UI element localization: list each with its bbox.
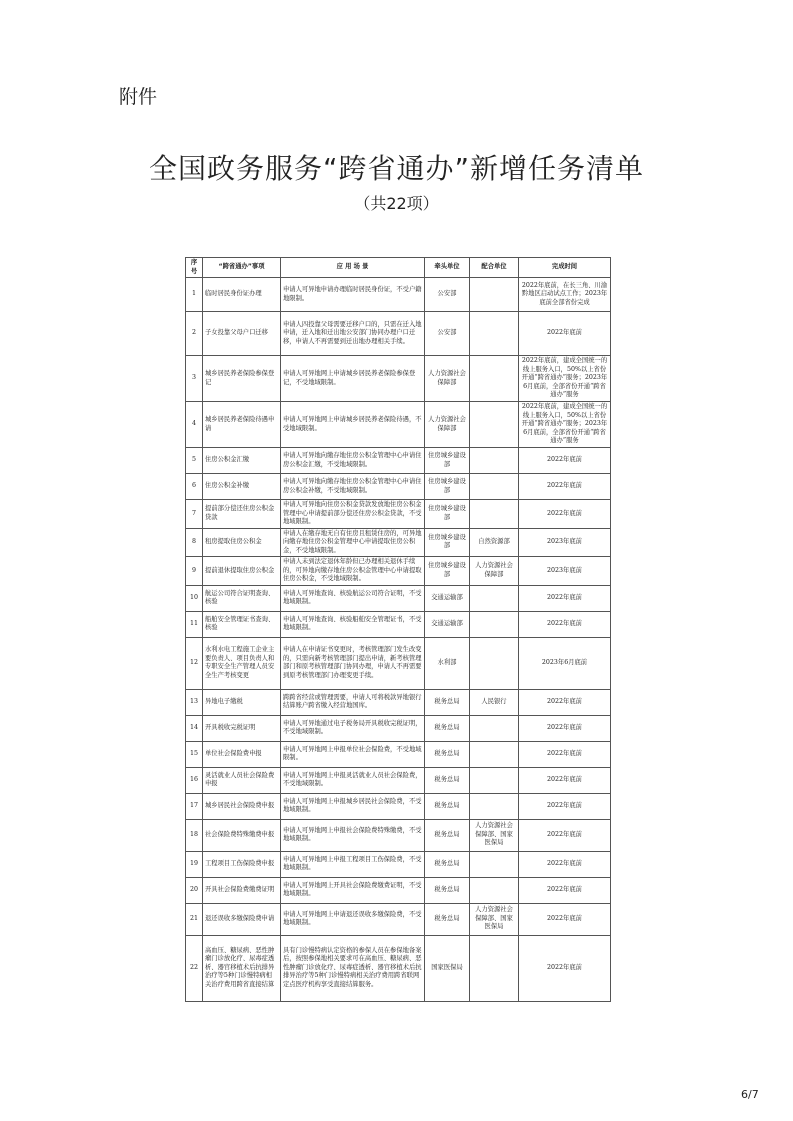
table-row: [186, 500, 611, 529]
row-item: 提前退休提取住房公积金: [203, 557, 281, 586]
row-index: 13: [186, 689, 203, 715]
row-lead-dept: 税务总局: [425, 689, 470, 715]
row-coop-dept: [470, 877, 519, 903]
row-deadline: 2022年底前: [519, 500, 611, 529]
row-item: 社会保险费特殊缴费申报: [203, 819, 281, 851]
row-coop-dept: [470, 278, 519, 312]
row-scenario: 申请人四投靠父母需要迁移户口的，只需在迁入地申请，迁入地和迁出地公安部门协同办理户口迁移，申请人不再需要到迁出地办理相关手续。: [281, 312, 425, 356]
row-lead-dept: 税务总局: [425, 715, 470, 741]
row-lead-dept: 税务总局: [425, 877, 470, 903]
row-coop-dept: [470, 312, 519, 356]
task-table-container: [185, 257, 610, 1002]
row-item: 城乡居民社会保险费申报: [203, 793, 281, 819]
table-header-row: [186, 258, 611, 278]
row-scenario: 申请人可异地网上申请城乡居民养老保险参保登记，不受地域限制。: [281, 356, 425, 402]
row-lead-dept: 水利部: [425, 637, 470, 689]
row-index: 5: [186, 448, 203, 474]
row-index: 20: [186, 877, 203, 903]
table-row: [186, 767, 611, 793]
row-index: 2: [186, 312, 203, 356]
row-coop-dept: 人民银行: [470, 689, 519, 715]
row-coop-dept: [470, 402, 519, 448]
row-coop-dept: 人力资源社会保障部: [470, 557, 519, 586]
row-coop-dept: [470, 585, 519, 611]
table-row: [186, 793, 611, 819]
row-deadline: 2023年底前: [519, 528, 611, 557]
row-deadline: 2022年底前: [519, 312, 611, 356]
row-scenario: 申请人可异地网上申请城乡居民养老保险待遇，不受地域限制。: [281, 402, 425, 448]
row-index: 19: [186, 851, 203, 877]
table-row: [186, 903, 611, 935]
row-deadline: 2022年底前: [519, 611, 611, 637]
row-deadline: 2023年底前: [519, 557, 611, 586]
row-deadline: 2022年底前: [519, 689, 611, 715]
row-lead-dept: 交通运输部: [425, 585, 470, 611]
row-lead-dept: 国家医保局: [425, 935, 470, 1001]
row-item: 水利水电工程施工企业主要负责人、项目负责人和专职安全生产管理人员安全生产考核变更: [203, 637, 281, 689]
row-deadline: 2022年底前: [519, 877, 611, 903]
row-index: 18: [186, 819, 203, 851]
header-lead-dept: 牵头单位: [425, 258, 470, 278]
table-row: [186, 278, 611, 312]
header-scenario: 应 用 场 景: [281, 258, 425, 278]
row-coop-dept: [470, 715, 519, 741]
row-lead-dept: 公安部: [425, 312, 470, 356]
row-scenario: 申请人可异地网上开具社会保险费缴费证明，不受地域限制。: [281, 877, 425, 903]
row-deadline: 2022年底前: [519, 851, 611, 877]
row-item: 租房提取住房公积金: [203, 528, 281, 557]
row-item: 退还误收多缴保险费申请: [203, 903, 281, 935]
header-coop-dept: 配合单位: [470, 258, 519, 278]
row-scenario: 申请人可异地通过电子税务局开具税收完税证明，不受地域限制。: [281, 715, 425, 741]
row-scenario: 申请人可异地网上申请退还误收多缴保险费，不受地域限制。: [281, 903, 425, 935]
row-scenario: 申请人未到法定退休年龄但已办理相关退休手续的，可异地向缴存地住房公积金管理中心申请提取住房公积金，不受地域限制。: [281, 557, 425, 586]
row-deadline: 2022年底前: [519, 474, 611, 500]
row-scenario: 申请人可异地网上申报灵活就业人员社会保险费，不受地域限制。: [281, 767, 425, 793]
row-index: 12: [186, 637, 203, 689]
row-lead-dept: 住房城乡建设部: [425, 448, 470, 474]
row-deadline: 2022年底前: [519, 819, 611, 851]
row-scenario: 申请人在申请证书变更时，考核管理部门发生改变的，只需向新考核管理部门提出申请，新考核管理部门和原考核管理部门协同办理，申请人不再需要到原考核管理部门办理变更手续。: [281, 637, 425, 689]
row-scenario: 申请人可异地向住房公积金贷款发放地住房公积金管理中心申请提前部分偿还住房公积金贷款，不受地域限制。: [281, 500, 425, 529]
row-item: 异地电子缴税: [203, 689, 281, 715]
page-number: 6/7: [741, 1088, 759, 1101]
row-coop-dept: [470, 793, 519, 819]
row-coop-dept: [470, 851, 519, 877]
row-lead-dept: 税务总局: [425, 903, 470, 935]
row-scenario: 申请人可异地查询、核验船舶安全管理证书，不受地域限制。: [281, 611, 425, 637]
row-item: 高血压、糖尿病、恶性肿瘤门诊放化疗、尿毒症透析、器官移植术后抗排异治疗等5种门诊慢特病相关治疗费用跨省直接结算: [203, 935, 281, 1001]
row-scenario: 申请人在缴存地无自有住房且租赁住房的，可异地向缴存地住房公积金管理中心申请提取住房公积金，不受地域限制。: [281, 528, 425, 557]
header-deadline: 完成时间: [519, 258, 611, 278]
row-coop-dept: [470, 356, 519, 402]
row-coop-dept: [470, 474, 519, 500]
row-coop-dept: 自然资源部: [470, 528, 519, 557]
row-deadline: 2022年底前: [519, 585, 611, 611]
table-row: [186, 715, 611, 741]
row-lead-dept: 住房城乡建设部: [425, 474, 470, 500]
row-item: 灵活就业人员社会保险费申报: [203, 767, 281, 793]
table-row: [186, 312, 611, 356]
task-table: [185, 257, 611, 1002]
row-deadline: 2022年底前: [519, 935, 611, 1001]
row-index: 1: [186, 278, 203, 312]
row-index: 15: [186, 741, 203, 767]
row-index: 8: [186, 528, 203, 557]
table-row: [186, 637, 611, 689]
row-lead-dept: 公安部: [425, 278, 470, 312]
row-coop-dept: [470, 637, 519, 689]
table-row: [186, 741, 611, 767]
row-index: 7: [186, 500, 203, 529]
row-coop-dept: 人力资源社会保障部、国家医保局: [470, 903, 519, 935]
row-coop-dept: [470, 500, 519, 529]
row-deadline: 2022年底前: [519, 793, 611, 819]
row-index: 22: [186, 935, 203, 1001]
row-lead-dept: 税务总局: [425, 851, 470, 877]
row-deadline: 2022年底前: [519, 741, 611, 767]
row-lead-dept: 人力资源社会保障部: [425, 356, 470, 402]
table-row: [186, 689, 611, 715]
row-item: 航运公司符合证明查询、核验: [203, 585, 281, 611]
row-index: 14: [186, 715, 203, 741]
row-index: 11: [186, 611, 203, 637]
table-row: [186, 557, 611, 586]
row-item: 住房公积金汇缴: [203, 448, 281, 474]
row-item: 提前部分偿还住房公积金贷款: [203, 500, 281, 529]
table-row: [186, 402, 611, 448]
document-title: 全国政务服务“跨省通办”新增任务清单: [148, 152, 644, 185]
row-deadline: 2022年底前，建成全国统一的线上服务入口，50%以上省份开通“跨省通办”服务；2023年6月底前，全部省份开通“跨省通办”服务: [519, 402, 611, 448]
row-coop-dept: [470, 935, 519, 1001]
row-scenario: 申请人可异地查询、核验航运公司符合证明，不受地域限制。: [281, 585, 425, 611]
row-lead-dept: 人力资源社会保障部: [425, 402, 470, 448]
row-deadline: 2022年底前: [519, 767, 611, 793]
row-scenario: 申请人可异地申请办理临时居民身份证，不受户籍地限制。: [281, 278, 425, 312]
row-scenario: 具有门诊慢特病认定资格的参保人员在参保地备案后，按照参保地相关要求可在高血压、糖尿病、恶性肿瘤门诊放化疗、尿毒症透析、器官移植术后抗排异治疗等5种门诊慢特病相关治疗费用跨省联网定点医疗机构享受直接结算服务。: [281, 935, 425, 1001]
table-row: [186, 819, 611, 851]
row-index: 3: [186, 356, 203, 402]
row-item: 城乡居民养老保险参保登记: [203, 356, 281, 402]
row-coop-dept: 人力资源社会保障部、国家医保局: [470, 819, 519, 851]
row-lead-dept: 税务总局: [425, 819, 470, 851]
table-row: [186, 448, 611, 474]
document-subtitle: （共22项）: [354, 194, 439, 213]
row-coop-dept: [470, 741, 519, 767]
row-index: 4: [186, 402, 203, 448]
row-coop-dept: [470, 611, 519, 637]
table-body: [186, 278, 611, 1002]
row-lead-dept: 住房城乡建设部: [425, 557, 470, 586]
row-deadline: 2023年6月底前: [519, 637, 611, 689]
row-index: 6: [186, 474, 203, 500]
table-row: [186, 585, 611, 611]
row-deadline: 2022年底前: [519, 448, 611, 474]
table-row: [186, 528, 611, 557]
row-item: 单位社会保险费申报: [203, 741, 281, 767]
table-row: [186, 935, 611, 1001]
table-row: [186, 611, 611, 637]
row-lead-dept: 住房城乡建设部: [425, 528, 470, 557]
row-lead-dept: 税务总局: [425, 741, 470, 767]
row-item: 子女投靠父母户口迁移: [203, 312, 281, 356]
row-lead-dept: 税务总局: [425, 793, 470, 819]
table-row: [186, 356, 611, 402]
row-item: 船舶安全管理证书查询、核验: [203, 611, 281, 637]
row-index: 21: [186, 903, 203, 935]
table-row: [186, 851, 611, 877]
row-item: 城乡居民养老保险待遇申请: [203, 402, 281, 448]
row-deadline: 2022年底前: [519, 903, 611, 935]
row-deadline: 2022年底前，在长三角、川渝黔地区启动试点工作；2023年底前全部省份完成: [519, 278, 611, 312]
row-scenario: 跨跨省经营或管理需要，申请人可将税款异地银行结算账户跨省缴入经营地国库。: [281, 689, 425, 715]
attachment-label: 附件: [119, 86, 158, 108]
table-row: [186, 474, 611, 500]
row-index: 16: [186, 767, 203, 793]
row-index: 17: [186, 793, 203, 819]
row-scenario: 申请人可异地网上申报单位社会保险费，不受地域限制。: [281, 741, 425, 767]
row-scenario: 申请人可异地网上申报工程项目工伤保险费，不受地域限制。: [281, 851, 425, 877]
row-scenario: 申请人可异地网上申报社会保险费特殊缴费，不受地域限制。: [281, 819, 425, 851]
row-lead-dept: 交通运输部: [425, 611, 470, 637]
row-scenario: 申请人可异地网上申报城乡居民社会保险费，不受地域限制。: [281, 793, 425, 819]
row-scenario: 申请人可异地向缴存地住房公积金管理中心申请住房公积金汇缴，不受地域限制。: [281, 448, 425, 474]
header-index: 序号: [186, 258, 203, 278]
row-deadline: 2022年底前: [519, 715, 611, 741]
table-row: [186, 877, 611, 903]
row-coop-dept: [470, 448, 519, 474]
row-item: 临时居民身份证办理: [203, 278, 281, 312]
row-index: 10: [186, 585, 203, 611]
row-lead-dept: 住房城乡建设部: [425, 500, 470, 529]
row-scenario: 申请人可异地向缴存地住房公积金管理中心申请住房公积金补缴，不受地域限制。: [281, 474, 425, 500]
row-index: 9: [186, 557, 203, 586]
header-item: “跨省通办”事项: [203, 258, 281, 278]
row-item: 开具税收完税证明: [203, 715, 281, 741]
row-item: 住房公积金补缴: [203, 474, 281, 500]
row-item: 开具社会保险费缴费证明: [203, 877, 281, 903]
row-deadline: 2022年底前，建成全国统一的线上服务入口，50%以上省份开通“跨省通办”服务；2023年6月底前，全部省份开通“跨省通办”服务: [519, 356, 611, 402]
row-item: 工程项目工伤保险费申报: [203, 851, 281, 877]
row-coop-dept: [470, 767, 519, 793]
row-lead-dept: 税务总局: [425, 767, 470, 793]
